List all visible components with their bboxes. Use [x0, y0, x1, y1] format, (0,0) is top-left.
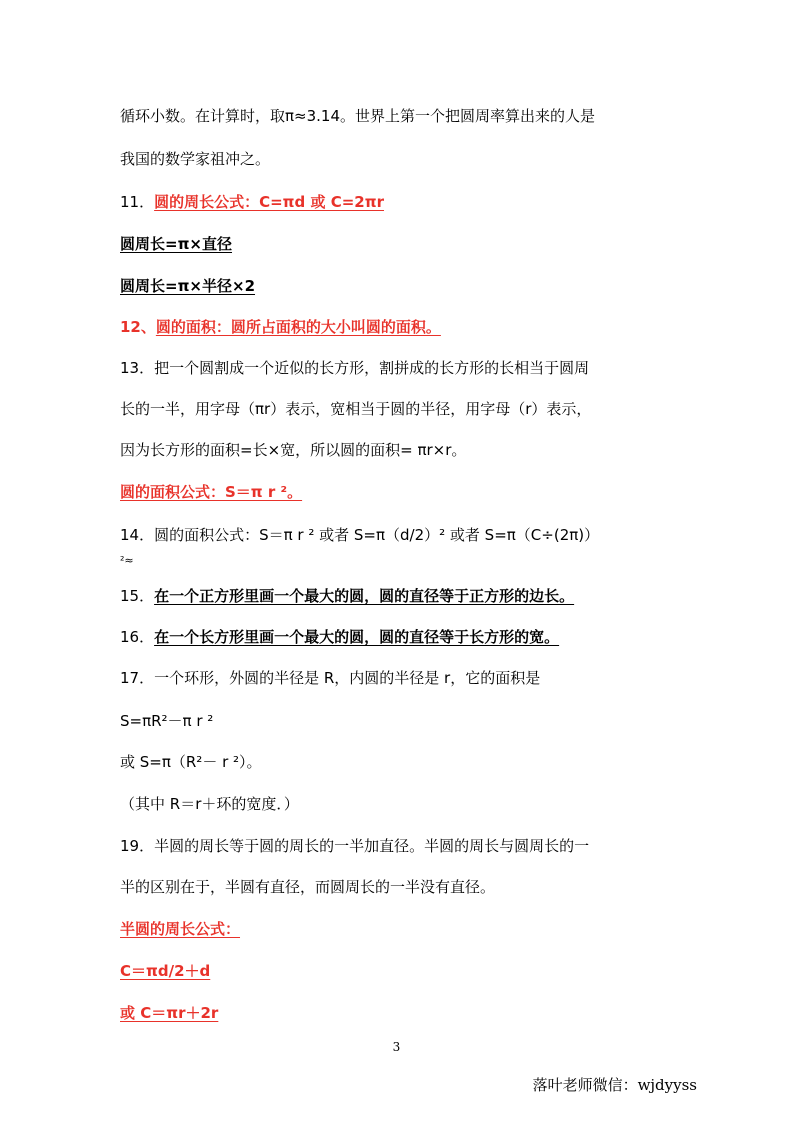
- area-formula: 圆的面积公式：S＝π r ²。: [120, 483, 303, 501]
- item-number: 11．: [120, 193, 155, 211]
- page-number: 3: [392, 1040, 401, 1054]
- item-number: 15．: [120, 587, 155, 605]
- item-15: [120, 586, 574, 606]
- text-line: 19．半圆的周长等于圆的周长的一半加直径。半圆的周长与圆周长的一: [120, 837, 590, 855]
- circumference-radius: 圆周长=π×半径×2: [120, 277, 256, 295]
- text-line: 17．一个环形，外圆的半径是 R，内圆的半径是 r，它的面积是: [120, 669, 541, 687]
- semicircle-formula-r: 或 C＝πr＋2r: [120, 1004, 219, 1022]
- text-line: 循环小数。在计算时，取π≈3.14。世界上第一个把圆周率算出来的人是: [120, 107, 596, 125]
- area-definition: 圆的面积：圆所占面积的大小叫圆的面积。: [155, 318, 441, 336]
- text-line: 或 S=π（R²－ r ²）。: [120, 753, 262, 771]
- item-number: 12、: [120, 318, 156, 336]
- text-line: S=πR²－π r ²: [120, 712, 214, 730]
- text-line: 半的区别在于，半圆有直径，而圆周长的一半没有直径。: [120, 878, 496, 896]
- text-line: 14．圆的面积公式：S＝π r ² 或者 S=π（d/2）² 或者 S=π（C÷(2π)）: [120, 526, 600, 544]
- text-line: （其中 R＝r＋环的宽度．）: [120, 795, 299, 813]
- item-11: [120, 192, 384, 212]
- rectangle-circle-rule: 在一个长方形里画一个最大的圆，圆的直径等于长方形的宽。: [154, 628, 560, 646]
- item-12: [120, 317, 441, 337]
- text-line: 因为长方形的面积=长×宽，所以圆的面积= πr×r。: [120, 441, 467, 459]
- semicircle-formula-d: C＝πd/2＋d: [120, 962, 211, 980]
- square-circle-rule: 在一个正方形里画一个最大的圆，圆的直径等于正方形的边长。: [154, 587, 575, 605]
- circumference-diameter: 圆周长=π×直径: [120, 235, 233, 253]
- circumference-formula: 圆的周长公式：C=πd 或 C=2πr: [154, 193, 384, 211]
- text-line: 我国的数学家祖冲之。: [120, 150, 271, 168]
- item-number: 16．: [120, 628, 155, 646]
- text-line: 长的一半，用字母（πr）表示，宽相当于圆的半径，用字母（r）表示，: [120, 400, 592, 418]
- item-16: [120, 627, 559, 647]
- text-line: ²≈: [120, 554, 134, 567]
- semicircle-heading: 半圆的周长公式：: [120, 920, 241, 938]
- footer-contact: 落叶老师微信：wjdyyss: [532, 1076, 697, 1094]
- text-line: 13．把一个圆割成一个近似的长方形，割拼成的长方形的长相当于圆周: [120, 359, 590, 377]
